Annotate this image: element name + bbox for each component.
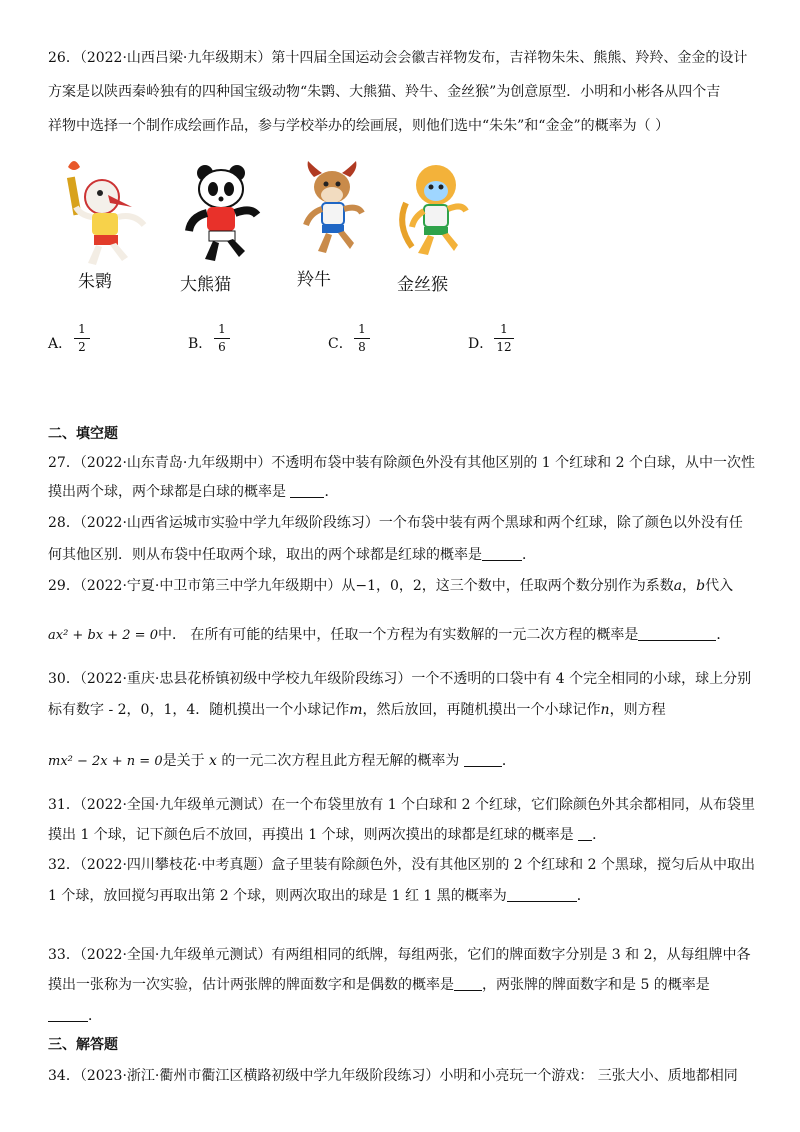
question-30-line-2: 标有数字 - 2，0，1，4．随机摸出一个小球记作m，然后放回，再随机摸出一个小球记作n，则方程 <box>48 702 666 718</box>
question-28-line-2: 何其他区别．则从布袋中任取两个球，取出的两个球都是红球的概率是 ． <box>48 547 536 563</box>
answer-blank[interactable] <box>507 887 577 902</box>
answer-blank[interactable] <box>638 626 716 641</box>
answer-blank[interactable] <box>290 483 324 498</box>
equation: ax² + bx + 2 = 0 <box>48 628 158 643</box>
equation: mx² − 2x + n = 0 <box>48 754 163 769</box>
question-26-line-3: 祥物中选择一个制作成绘画作品，参与学校举办的绘画展，则他们选中“朱朱”和“金金”的概率为（ ） <box>48 118 670 134</box>
mascot-label-panda: 大熊猫 <box>180 275 231 295</box>
question-28-line-1: 28．（2022·山西省运城市实验中学九年级阶段练习）一个布袋中装有两个黑球和两个红球，除了颜色以外没有任 <box>48 515 743 531</box>
mascot-label-golden-monkey: 金丝猴 <box>397 275 448 295</box>
question-26-line-2: 方案是以陕西秦岭独有的四种国宝级动物“朱鹮、大熊猫、羚牛、金丝猴”为创意原型．小明和小彬各从四个吉 <box>48 84 721 100</box>
option-letter: C． <box>328 336 353 352</box>
question-32-line-2: 1 个球，放回搅匀再取出第 2 个球，则两次取出的球是 1 红 1 黑的概率为 ． <box>48 888 591 904</box>
answer-blank[interactable] <box>464 752 502 767</box>
question-33-line-2: 摸出一张称为一次实验，估计两张牌的牌面数字和是偶数的概率是 ，两张牌的牌面数字和是 5 的概率是 <box>48 977 710 993</box>
option-letter: A． <box>48 336 73 352</box>
question-33-line-3: ． <box>48 1006 758 1026</box>
fraction: 1 2 <box>74 322 90 355</box>
question-26-line-1: 26．（2022·山西吕梁·九年级期末）第十四届全国运动会会徽吉祥物发布，吉祥物朱朱、熊熊、羚羚、金金的设计 <box>48 50 748 66</box>
crested-ibis-mascot-icon <box>58 155 168 295</box>
option-letter: D． <box>468 336 494 352</box>
mascot-label-ibis: 朱鹮 <box>78 272 112 292</box>
section-heading-solutions: 三、解答题 <box>48 1037 118 1053</box>
question-29-line-1: 29．（2022·宁夏·中卫市第三中学九年级期中）从−1，0，2，这三个数中，任取两个数分别作为系数a，b代入 <box>48 578 734 594</box>
answer-blank[interactable] <box>454 976 482 991</box>
question-30-line-1: 30．（2022·重庆·忠县花桥镇初级中学校九年级阶段练习）一个不透明的口袋中有 4 个完全相同的小球，球上分别 <box>48 671 752 687</box>
question-30-line-3: mx² − 2x + n = 0是关于 x 的一元二次方程且此方程无解的概率为 ． <box>48 753 516 769</box>
fraction: 1 8 <box>354 322 370 355</box>
fraction: 1 12 <box>494 322 514 355</box>
question-33-line-1: 33．（2022·全国·九年级单元测试）有两组相同的纸牌，每组两张，它们的牌面数字分别是 3 和 2，从每组牌中各 <box>48 947 751 963</box>
fraction: 1 6 <box>214 322 230 355</box>
answer-blank[interactable] <box>578 826 592 841</box>
question-27-line-1: 27．（2022·山东青岛·九年级期中）不透明布袋中装有除颜色外没有其他区别的 1 个红球和 2 个白球，从中一次性 <box>48 455 755 471</box>
answer-blank[interactable] <box>48 1007 88 1022</box>
question-31-line-2: 摸出 1 个球，记下颜色后不放回，再摸出 1 个球，则两次摸出的球都是红球的概率是 ． <box>48 827 607 843</box>
mascot-label-takin: 羚牛 <box>297 270 331 290</box>
coefficient-set: −1，0，2 <box>355 578 422 594</box>
question-34-line-1: 34．（2023·浙江·衢州市衢江区横路初级中学九年级阶段练习）小明和小亮玩一个游戏： 三张大小、质地都相同 <box>48 1068 738 1084</box>
question-27-line-2: 摸出两个球，两个球都是白球的概率是 ． <box>48 484 339 500</box>
section-heading-fill-in: 二、填空题 <box>48 426 118 442</box>
question-29-line-2: ax² + bx + 2 = 0中． 在所有可能的结果中，任取一个方程为有实数解的一元二次方程的概率是 ． <box>48 627 731 643</box>
answer-blank[interactable] <box>482 546 522 561</box>
question-31-line-1: 31．（2022·全国·九年级单元测试）在一个布袋里放有 1 个白球和 2 个红球，它们除颜色外其余都相同，从布袋里 <box>48 797 755 813</box>
question-32-line-1: 32．（2022·四川攀枝花·中考真题）盒子里装有除颜色外，没有其他区别的 2 个红球和 2 个黑球，搅匀后从中取出 <box>48 857 755 873</box>
option-letter: B． <box>188 336 213 352</box>
